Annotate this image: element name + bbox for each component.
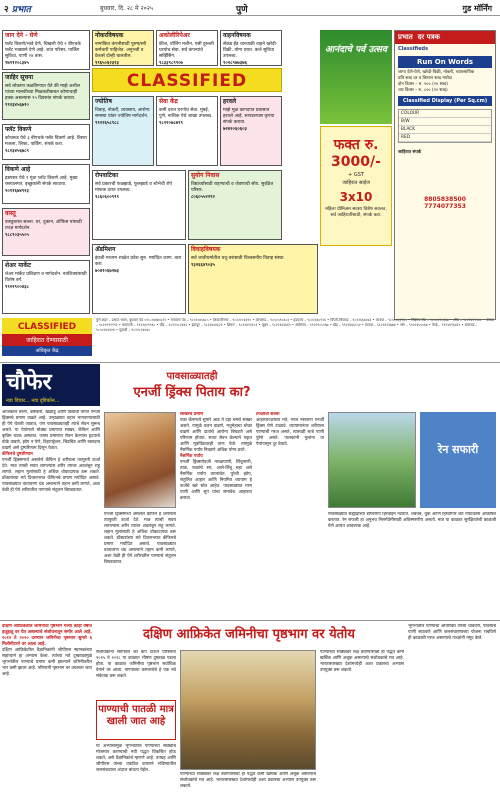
ad-box [2, 72, 90, 120]
rain-safari-box [420, 412, 496, 508]
rate-line: चार दिवस – रु. ८०० (२० शब्द) [398, 88, 448, 93]
ad-title: रोपवाटिका [95, 172, 119, 179]
ad-phone: ९९२३४५६७१० [5, 103, 29, 108]
page-number: २ [4, 5, 9, 15]
ad-body: सर्व लोकांना कळविण्यात येते की माझे अशील यांच्या मालकीच्या मिळकतीबाबत कोणाचाही हक्क असल्यास १५ दिवसांत संपर्क करावा. [5, 84, 80, 101]
article-headline [104, 368, 280, 408]
column-text: पाण्याच्या साठ्यांवर लक्ष ठेवण्यासाठी ही पद्धत कमी खर्चिक आणि अचूक असल्याचे संशोधकांचे मत आहे. भारतासारख्या देशांमध्येही अशा प्रकारचा अभ्यास उपयुक्त ठरू शकतो. [320, 650, 404, 673]
promo-note: महिला प्रीमिअम सदस्य विशेष सवलत, सर्व जाहिरातींसाठी, संपर्क करा. [325, 207, 387, 218]
ad-box [2, 30, 90, 70]
promo-gst: + GST [348, 172, 364, 178]
rate-line: जागा देणे-घेणे, खरेदी-विक्री, नोकरी, व्यावसायिक [398, 70, 475, 75]
ad-box [92, 30, 154, 66]
ad-phone: ९८३३९८९९०७ [159, 61, 183, 66]
ad-phone: ९३२६६४९०३५ [191, 263, 215, 268]
ad-body: इंग्रजी माध्यम शाळेत प्रवेश सुरु. मर्यादित जागा. त्वरा करा. [95, 256, 182, 267]
ad-title: जाग देने - घेणे [5, 32, 38, 39]
article2-headline: दक्षिण आफ्रिकेत जमिनीचा पृष्ठभाग वर येतोय [143, 627, 355, 642]
promo-size-label: जाहिरात साईज [342, 180, 370, 186]
ad-phone: ९९६५०६२३२३ [95, 61, 119, 66]
chaufer-title: चौफेर [6, 370, 52, 395]
ad-box [92, 96, 154, 166]
ad-phone: ९९२२६५८९८८ [95, 121, 119, 126]
chaufer-logo [2, 364, 100, 406]
helpline-brand: CLASSIFIED [2, 318, 92, 334]
ad-box [188, 170, 282, 240]
column-text: एनर्जी ड्रिंक्सऐवजी नारळपाणी, लिंबूपाणी, ताक, फळांचे रस, आले-लिंबू चहा असे नैसर्गिक पर्याय वापरावेत. पुरेशी झोप, संतुलित आहार आणि नियमित व्यायाम हे ऊर्जेचे खरे स्रोत आहेत. पावसाळ्यात गरम पाणी आणि सूप यांचा समावेश आहारात करावा. [180, 460, 252, 501]
ad-body: सर्व प्रकारची फळझाडे, फुलझाडे व शोभेची रोपे माफक दरात उपलब्ध. [95, 182, 173, 193]
ad-box [156, 30, 218, 66]
article-column [320, 650, 404, 794]
promo-heading: आनंदाचे पर्व उत्सव [325, 45, 387, 55]
edition-city: पुणे [236, 5, 248, 15]
headline-kicker: पावसाळ्यातही [166, 371, 218, 382]
ad-title: सेवा केंद्र [159, 98, 178, 105]
ad-phone: ९८६०६००९९९ [95, 195, 119, 200]
ad-phone: ९८८९०३५५०५ [5, 233, 29, 238]
ad-box [92, 170, 186, 240]
article-column [328, 512, 496, 618]
rate-panel-subtitle: Classifieds [398, 46, 429, 52]
ad-body: कमी दरात घरपोच सेवा. मुंबई, पुणे, नाशिक येथे शाखा उपलब्ध. [159, 108, 213, 119]
ad-title: विवाहविषयक [191, 246, 221, 253]
rain-safari-label: रेन सफारी [437, 443, 479, 456]
divider [0, 620, 500, 621]
contact-heading: जाहिरात संपर्क [398, 150, 422, 155]
ad-title: ॲडमिशन [95, 246, 116, 253]
ad-box [2, 260, 90, 314]
ad-phone: ९८२३४५६७८९ [5, 149, 29, 154]
ad-title: वाहनविषयक [223, 32, 251, 39]
section-title: गुड मॉर्निंग [462, 4, 492, 13]
ad-body: वास्तुशास्त्र सल्ला. घर, दुकान, ऑफिस यांसाठी तज्ज्ञ मार्गदर्शन. [5, 220, 82, 231]
column-text: एनर्जी ड्रिंक्समध्ये असलेले कॅफिन हे शरीराला तात्पुरती ऊर्जा देते. मात्र त्याची सवय लागल्यास शरीर त्यावर अवलंबून राहू लागते. लहान मुलांसाठी हे अधिक धोकादायक ठरू शकते. डॉक्टरांच्या मते दिवसभरात कॅफिनचे प्रमाण मर्यादित असावे. पावसाळ्यात वातावरण थंड असल्याने तहान कमी लागते, अशा वेळी ही पेये शरीरातील पाण्याचे संतुलन बिघडवतात. [2, 458, 100, 493]
classified-helpline [2, 318, 92, 360]
column-text: आहारतज्ज्ञांच्या मते, गरज नसताना एनर्जी ड्रिंक्स घेणे टाळावे. व्यायामानंतर शरीराला पाण्याची गरज असते, त्यासाठी साधे पाणी पुरेसे असते. पालकांनी मुलांना या पेयांपासून दूर ठेवावे. [256, 418, 324, 447]
ad-body: शेअर मार्केट प्रशिक्षण व मार्गदर्शन. नवशिक्यांसाठी विशेष वर्ग. [5, 272, 87, 283]
classified-banner-text: CLASSIFIED [126, 71, 248, 91]
ad-body: विवाह, नोकरी, व्यवसाय, आरोग्य समस्या यांवर ज्योतिष मार्गदर्शन. [95, 108, 150, 119]
rate-panel-header [395, 31, 495, 44]
display-rate-row: COLOUR [399, 110, 491, 118]
promo-price: फक्त रु. 3000/- [331, 137, 381, 170]
ad-phone: ९०११६७४९२३ [5, 189, 29, 194]
rate-line: प्रति शब्द दर व किमान शब्द मर्यादा [398, 76, 452, 81]
ad-body: विद्यार्थ्यांसाठी राहण्याची व जेवणाची सोय. सुरक्षित परिसर. [191, 182, 274, 193]
column-text: एका कॅनमध्ये सुमारे आठ ते दहा चमचे साखर असते. यामुळे वजन वाढणे, मधुमेहाचा धोका वाढणे आणि दातांचे आरोग्य बिघडणे असे परिणाम होतात. सतत सेवन केल्याने यकृत आणि मूत्रपिंडावरही ताण येतो. त्यामुळे नैसर्गिक पर्याय निवडणे अधिक योग्य ठरते. [180, 418, 252, 453]
display-rate-title: Classified Display (Per Sq.cm) [398, 96, 492, 106]
ad-box [92, 244, 186, 314]
column-text: एनर्जी ड्रिंक्समध्ये असलेले कॅफिन हे शरीराला तात्पुरती ऊर्जा देते. मात्र त्याची सवय लागल्यास शरीर त्यावर अवलंबून राहू लागते. लहान मुलांसाठी हे अधिक धोकादायक ठरू शकते. डॉक्टरांच्या मते दिवसभरात कॅफिनचे प्रमाण मर्यादित असावे. पावसाळ्यात वातावरण थंड असल्याने तहान कमी लागते, अशा वेळी ही पेये शरीरातील पाण्याचे संतुलन बिघडवतात. [104, 512, 176, 565]
column-text: पावसाळ्यात सह्याद्रीच्या डोंगररांगा हिरवाईने नटतात. धबधबे, धुके आणि हिरवीगार शेते पर्यटकांना आकर्षित करतात. रेन सफारी हा अनुभव निसर्गप्रेमींसाठी अविस्मरणीय असतो. मात्र या काळात सुरक्षिततेची काळजी घेणे अत्यंत आवश्यक आहे. [328, 512, 496, 529]
column-text: दक्षिण आफ्रिकेतील वैज्ञानिकांनी जीपीएस स्थानकांच्या सहाय्याने हा अभ्यास केला. त्यांच्या मते दुष्काळामुळे भूगर्भातील पाण्याचे प्रमाण कमी झाल्याने जमिनीवरील भार कमी झाला आहे. परिणामी पृष्ठभाग वर उचलला जात आहे. [2, 648, 92, 677]
promo-size: 3x10 [339, 190, 373, 204]
pull-quote: पाण्याची पातळी मात्र खाली जात आहे [96, 700, 176, 740]
ad-title: वास्तू [5, 210, 16, 217]
display-rate-row: RED [399, 134, 491, 142]
divider [0, 362, 500, 363]
article-column [408, 624, 496, 794]
rate-line: दोन दिवस – रु. ५०० (२० शब्द) [398, 82, 448, 87]
ad-body: सर्व जातीधर्मातील वधू-वरांसाठी विश्वसनीय विवाह संस्था. [191, 256, 285, 261]
ad-box [220, 96, 282, 166]
display-rate-table [398, 109, 492, 143]
subheading: नैसर्गिक पर्याय [180, 454, 203, 459]
ad-title: ज्योतिष [95, 98, 112, 105]
ad-box [220, 30, 282, 66]
ad-body: हडपसर येथे १ गुंठा प्लॉट विकणे आहे. मुख्य रस्त्यालगत. इच्छुकांनी संपर्क साधावा. [5, 176, 78, 187]
column-text: पाण्याच्या साठ्यांवर लक्ष ठेवण्यासाठी ही पद्धत कमी खर्चिक आणि अचूक असल्याचे संशोधकांचे मत आहे. भारतासारख्या देशांमध्येही अशा प्रकारचा अभ्यास उपयुक्त ठरू शकतो. [180, 772, 316, 789]
ad-phone: ८०६०५५२२९२ [191, 195, 215, 200]
ad-box [2, 164, 90, 204]
article-column [2, 410, 100, 596]
classified-banner [92, 68, 282, 92]
rate-panel-brand: प्रभात [398, 33, 413, 41]
article-column [96, 650, 176, 698]
ad-title: विकणे आहे [5, 166, 31, 173]
article-column [180, 772, 316, 794]
ad-phone: ९०२८९७७३७६ [223, 61, 247, 66]
ad-phone: ९७९१२०८३४५ [5, 61, 29, 66]
issue-date: बुधवार, दि. २८ मे २०२५ [100, 5, 153, 12]
page-header [0, 0, 500, 16]
ad-title: फ्लॅट विकणे [5, 126, 32, 133]
chaufer-tag: नवा विचार... नवा दृष्टिकोन... [6, 398, 60, 404]
subheading: कॅफिनचे दुष्परिणाम [2, 452, 33, 457]
ad-title: शेअर मार्केट [5, 262, 31, 269]
ad-body: सेकंड हँड चारचाकी वाहने खरेदी-विक्री. योग्य दरात. कर्ज सुविधा उपलब्ध. [223, 42, 278, 59]
intro-text: दक्षिण आफ्रिकेतील जमिनीचा पृष्ठभाग गेल्या काही वर्षांत हळूहळू वर येत असल्याचे संशोधनातून समोर आले आहे. २०१२ ते २०२० दरम्यान जमिनीचा पृष्ठभाग सुमारे ६ मिलीमीटरने वर आला आहे. [2, 624, 92, 647]
article-column [256, 412, 324, 618]
contact-strip: पुणे शहर – प्रभात भवन, बुधवार पेठ ०२०-२४४७५५१२ • नारायण पेठ – ९८२२०४५७८५ • शिवाजीनगर – ९८२२२०३६९० • कोथरूड – ९८५०५९८४८३ • हडपसर – ९८२२३६०९२६ • पिंपरी-चिंचवड – ९८२२६६४०४३ • कात्रज – ९८५००४३९६५ • सिंहगड रोड – ९८५०६१८६६७ • औंध – ९८२२४२१५४८ • वाकड – ९८२२९९१९९१ • बारामती – ९९२२४२९९६० • दौंड – ९८२२०८२४६२ • इंदापूर – ९८२२४५४६२२ • शिरूर – ९८२२४१३१८१ • जुन्नर – ९८२२१६३६६९ • आंबेगाव – ९९२२९८५२६७ • खेड – ९९२२४६६८५२ • मावळ – ९८२२६१३७७४ • भोर – ९९२२३५५०६७ • वेल्हे – ९९२२४९६४२२ • सासवड – ९८५०२४१४२४ • मुळशी – ९८२२८२४०६० [96, 318, 494, 332]
ad-box [2, 124, 90, 160]
column-text: या अभ्यासामुळे भूगर्भातील पाण्याच्या साठ्याचे मोजमाप करण्याची नवी पद्धत विकसित होऊ शकते, असे वैज्ञानिकांचे म्हणणे आहे. उपग्रह आणि जीपीएस यांच्या एकत्रित वापराने भविष्यातील जलसंकटाचा अंदाज बांधता येईल. [96, 744, 176, 773]
rate-panel [394, 30, 496, 320]
ad-title: जाहिर सूचना [5, 74, 34, 81]
column-text: आजकाल तरुण, कष्टकरी, खेळाडू आणि विद्यार्थी वर्गात एनर्जी ड्रिंक्सचे प्रमाण वाढले आहे. उन्हाळ्यात तहान भागवण्यासाठी ही पेये घेतली जातात, पण पावसाळ्यातही त्याचे सेवन सुरूच असते. या पेयांमध्ये मोठ्या प्रमाणात साखर, कॅफिन आणि कृत्रिम घटक असतात. जास्त प्रमाणात सेवन केल्यास हृदयाचे ठोके वाढणे, झोप न येणे, डिहायड्रेशन, चिडचिड आणि रक्तदाब वाढणे असे दुष्परिणाम दिसून येतात. [2, 410, 100, 451]
ad-title: हरवले [223, 98, 237, 105]
page-number-logo [4, 2, 31, 15]
column-text: भूगर्भातील पाण्याचा अतिरिक्त उपसा थांबवणे, पावसाचे पाणी साठवणे आणि जलसंधारणाच्या योजना राबविणे ही काळाची गरज असल्याचे तज्ज्ञांनी नमूद केले. [408, 624, 496, 641]
article-column [104, 512, 176, 618]
display-rate-row: BLACK [399, 126, 491, 134]
ad-title: नोकरविषयक [95, 32, 124, 39]
column-text: संशोधकांनी सांगितले की केप टाऊन परिसरात २०१५ ते २०१८ या काळात भीषण दुष्काळ पडला होता. या काळात जमिनीचा पृष्ठभाग सर्वाधिक वेगाने वर आला. पाण्याच्या कमतरतेचे हे एक नवे संकेतक ठरू शकते. [96, 650, 176, 679]
rate-panel-title: दर पत्रक [417, 33, 440, 41]
headline-main: एनर्जी ड्रिंक्स पिताय का? [133, 385, 251, 400]
promo-banner [320, 30, 392, 124]
energy-drink-photo [104, 412, 176, 508]
article-column [180, 412, 252, 618]
ad-body: फ्लॅट विकणे/भाडे देणे, चिखली येथे २ बीएचके फ्लॅट भाड्याने देणे आहे. शांत परिसर, पार्किंग सुविधा, पाणी २४ तास. [5, 42, 81, 59]
logo: प्रभात [11, 5, 31, 15]
subheading: तज्ज्ञांचा सल्ला [256, 412, 280, 417]
helpline-line2: अधिकृत केंद्र [2, 346, 92, 356]
ad-title: सुयोग निवास [191, 172, 220, 179]
display-rate-row: B/W [399, 118, 491, 126]
subheading: साखरेचे प्रमाण [180, 412, 204, 417]
ad-body: माझे मूळ कागदपत्र प्रवासात हरवले आहे. सापडल्यास कृपया संपर्क करावा. [223, 108, 275, 125]
ad-title: अकोलीरिपेअर [159, 32, 190, 39]
ad-phone: ७०४१०६७२७३ [95, 269, 119, 274]
article-intro [2, 624, 92, 794]
helpline-line1: जाहिरात देण्यासाठी [2, 334, 92, 346]
dry-land-photo [180, 650, 316, 770]
contact-phone: 8805838500 [424, 196, 466, 203]
contact-phone: 7774077353 [424, 203, 466, 210]
article-column [96, 744, 176, 794]
ad-body: नामांकित कंपनीसाठी पुरुष/स्त्री कर्मचारी पाहिजेत. अनुभवी व फ्रेशर्स दोन्ही चालतील. [95, 42, 147, 59]
ad-phone: ९८२२०७८७९९ [159, 121, 183, 126]
ad-box [188, 244, 318, 314]
ad-body: फ्रीज, वॉशिंग मशीन, एसी दुरुस्ती घरपोच सेवा. सर्व कंपन्यांचे सर्व्हिसिंग. [159, 42, 214, 59]
promo-rate-box [320, 126, 392, 246]
ad-phone: ९९२२९००४३८ [5, 285, 29, 290]
ad-body: कोथरूड येथे ३ बीएचके फ्लॅट विकणे आहे. तिसरा मजला, लिफ्ट, पार्किंग. संपर्क करा. [5, 136, 87, 147]
run-on-words: Run On Words [398, 56, 492, 68]
ad-box [2, 208, 90, 256]
rain-safari-photo [328, 412, 416, 508]
ad-phone: ७२४२०६०६०३ [223, 127, 247, 132]
ad-box [156, 96, 218, 166]
